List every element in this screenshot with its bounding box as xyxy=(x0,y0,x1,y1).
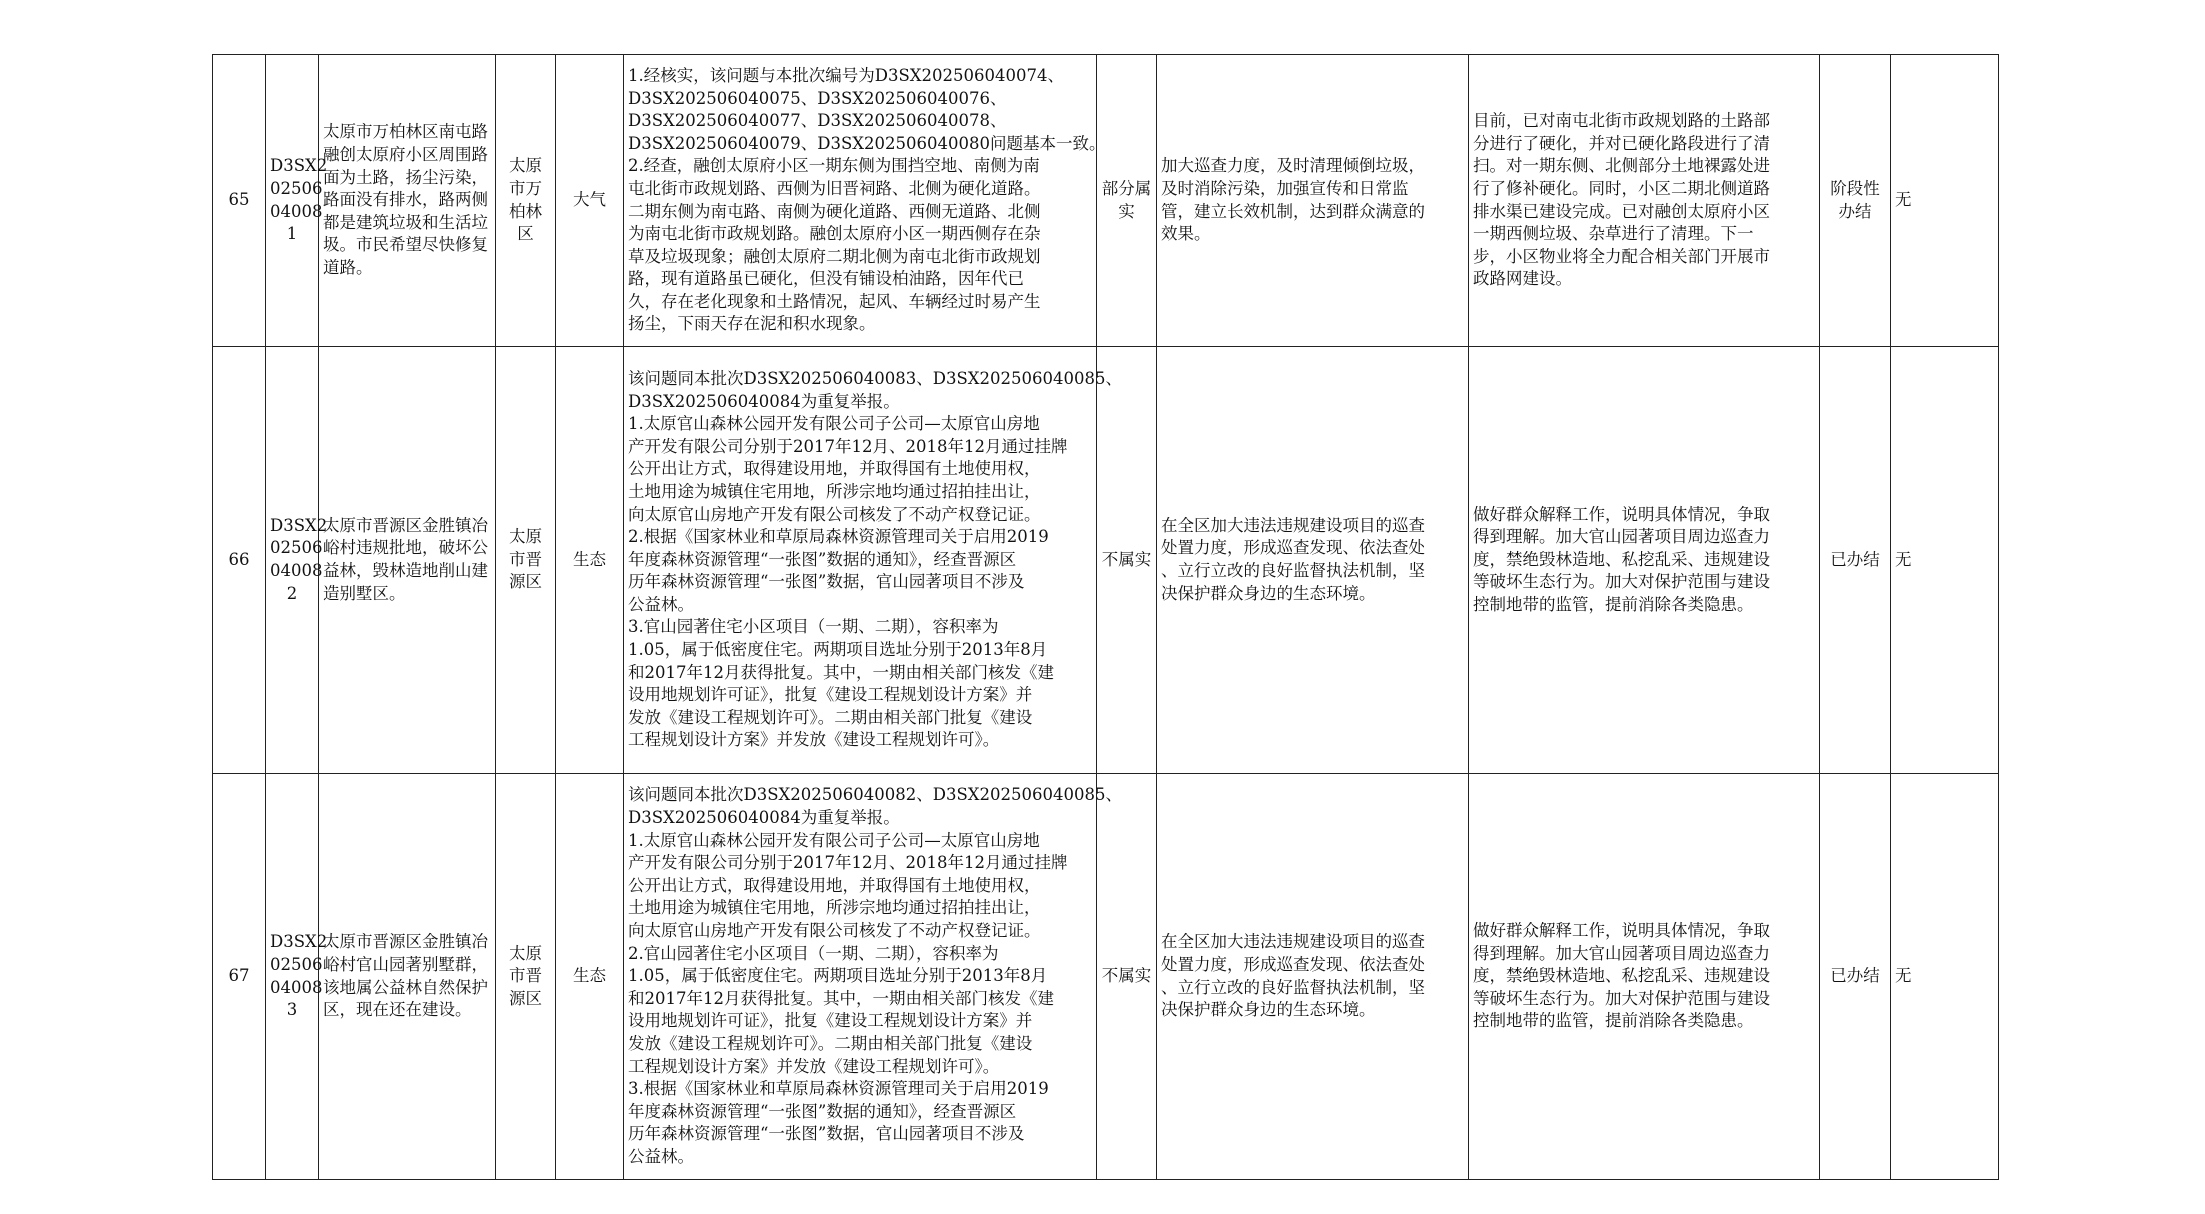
investigation-findings xyxy=(624,347,1123,774)
findings-line: D3SX202506040084为重复举报。 xyxy=(628,391,900,411)
verdict-line: 不属实 xyxy=(1101,966,1152,986)
handling-result xyxy=(1469,774,1820,1180)
result-line: 得到理解。加大官山园著项目周边巡查力 xyxy=(1473,527,1770,547)
case-code xyxy=(266,774,328,1180)
findings-line: 发放《建设工程规划许可》。二期由相关部门批复《建设 xyxy=(628,1033,1033,1053)
handling-result xyxy=(1469,55,1820,347)
district-line: 区 xyxy=(517,224,534,244)
complaint-table xyxy=(212,54,1999,1180)
measures-line: 管，建立长效机制，达到群众满意的 xyxy=(1161,201,1425,221)
findings-line: 1.经核实，该问题与本批次编号为D3SX202506040074、 xyxy=(628,65,1064,85)
findings-line: 土地用途为城镇住宅用地，所涉宗地均通过招拍挂出让， xyxy=(628,898,1041,918)
case-code-line: 04008 xyxy=(270,561,323,580)
district xyxy=(496,774,556,1180)
findings-line: 3.官山园著住宅小区项目（一期、二期），容积率为 xyxy=(628,617,999,637)
case-code-line: D3SX2 xyxy=(270,156,328,176)
case-code-line: 2 xyxy=(286,583,298,603)
district-line: 市万 xyxy=(509,178,542,198)
case-code xyxy=(266,55,328,347)
district-line: 市晋 xyxy=(509,966,542,986)
findings-line: 公开出让方式，取得建设用地，并取得国有土地使用权， xyxy=(628,875,1041,895)
case-code-line: 1 xyxy=(286,224,298,244)
table-row xyxy=(213,774,1999,1180)
findings-line: D3SX202506040075、D3SX202506040076、 xyxy=(628,88,1007,108)
rectification-measures xyxy=(1157,774,1469,1180)
result-line: 做好群众解释工作，说明具体情况，争取 xyxy=(1473,504,1770,524)
complaint-content: 太原市晋源区金胜镇冶峪村违规批地，破坏公益林，毁林造地削山建造别墅区。 xyxy=(319,347,496,774)
result-line: 做好群众解释工作，说明具体情况，争取 xyxy=(1473,921,1770,941)
result-line: 等破坏生态行为。加大对保护范围与建设 xyxy=(1473,988,1770,1008)
findings-line: 工程规划设计方案》并发放《建设工程规划许可》。 xyxy=(628,730,1000,750)
case-code-line: 04008 xyxy=(270,201,323,221)
result-line: 排水渠已建设完成。已对融创太原府小区 xyxy=(1473,201,1770,221)
investigation-findings xyxy=(624,55,1106,347)
pollution-category: 大气 xyxy=(556,55,624,347)
result-line: 步，小区物业将全力配合相关部门开展市 xyxy=(1473,246,1770,266)
measures-line: 、立行立改的良好监督执法机制，坚 xyxy=(1161,977,1425,997)
measures-line: 在全区加大违法违规建设项目的巡查 xyxy=(1161,932,1425,952)
pollution-category: 生态 xyxy=(556,774,624,1180)
findings-line: 路，现有道路虽已硬化，但没有铺设柏油路，因年代已 xyxy=(628,269,1024,289)
findings-line: 年度森林资源管理“一张图”数据的通知》，经查晋源区 xyxy=(628,549,1017,569)
case-code-line: 02506 xyxy=(270,954,323,974)
findings-line: 1.05，属于低密度住宅。两期项目选址分别于2013年8月 xyxy=(628,640,1048,660)
verification-verdict xyxy=(1097,55,1157,347)
case-code-line: D3SX2 xyxy=(270,932,328,952)
findings-line: 3.根据《国家林业和草原局森林资源管理司关于启用2019 xyxy=(628,1079,1049,1099)
case-code-line: 3 xyxy=(286,1000,298,1020)
findings-line: 1.太原官山森林公园开发有限公司子公司—太原官山房地 xyxy=(628,830,1040,850)
status-line: 已办结 xyxy=(1830,549,1880,569)
row-number: 66 xyxy=(213,347,266,774)
rectification-measures xyxy=(1157,347,1469,774)
findings-line: 公益林。 xyxy=(628,594,694,614)
verification-verdict xyxy=(1097,347,1157,774)
result-line: 政路网建设。 xyxy=(1473,269,1572,289)
complaint-content: 太原市万柏林区南屯路融创太原府小区周围路面为土路，扬尘污染，路面没有排水，路两侧都是建筑垃圾和生活垃圾。市民希望尽快修复道路。 xyxy=(319,55,496,347)
findings-line: 2.根据《国家林业和草原局森林资源管理司关于启用2019 xyxy=(628,527,1049,547)
investigation-findings xyxy=(624,774,1123,1180)
case-code-line: 02506 xyxy=(270,178,323,198)
findings-line: 工程规划设计方案》并发放《建设工程规划许可》。 xyxy=(628,1056,1000,1076)
findings-line: 2.官山园著住宅小区项目（一期、二期），容积率为 xyxy=(628,943,999,963)
findings-line: D3SX202506040079、D3SX202506040080问题基本一致。 xyxy=(628,133,1106,153)
findings-line: 草及垃圾现象；融创太原府二期北侧为南屯北街市政规划 xyxy=(628,246,1041,266)
findings-line: 屯北街市政规划路、西侧为旧晋祠路、北侧为硬化道路。 xyxy=(628,178,1041,198)
findings-line: 和2017年12月获得批复。其中，一期由相关部门核发《建 xyxy=(628,662,1054,682)
accountability: 无 xyxy=(1891,774,1999,1180)
findings-line: 历年森林资源管理“一张图”数据，官山园著项目不涉及 xyxy=(628,572,1025,592)
findings-line: 向太原官山房地产开发有限公司核发了不动产权登记证。 xyxy=(628,921,1041,941)
district-line: 太原 xyxy=(509,527,542,547)
status-line: 已办结 xyxy=(1830,966,1880,986)
completion-status xyxy=(1820,55,1891,347)
measures-line: 在全区加大违法违规建设项目的巡查 xyxy=(1161,515,1425,535)
case-code xyxy=(266,347,328,774)
district-line: 柏林 xyxy=(509,201,542,221)
findings-line: 公益林。 xyxy=(628,1146,694,1166)
findings-line: 为南屯北街市政规划路。融创太原府小区一期西侧存在杂 xyxy=(628,224,1041,244)
result-line: 一期西侧垃圾、杂草进行了清理。下一 xyxy=(1473,224,1754,244)
findings-line: 产开发有限公司分别于2017年12月、2018年12月通过挂牌 xyxy=(628,436,1068,456)
result-line: 控制地带的监管，提前消除各类隐患。 xyxy=(1473,594,1754,614)
complaint-content: 太原市晋源区金胜镇冶峪村官山园著别墅群，该地属公益林自然保护区，现在还在建设。 xyxy=(319,774,496,1180)
findings-line: 发放《建设工程规划许可》。二期由相关部门批复《建设 xyxy=(628,707,1033,727)
case-code-line: 04008 xyxy=(270,977,323,997)
table-row xyxy=(213,55,1999,347)
district-line: 市晋 xyxy=(509,549,542,569)
accountability: 无 xyxy=(1891,347,1999,774)
row-number: 65 xyxy=(213,55,266,347)
findings-line: 久，存在老化现象和土路情况，起风、车辆经过时易产生 xyxy=(628,291,1041,311)
findings-line: D3SX202506040077、D3SX202506040078、 xyxy=(628,111,1007,131)
result-line: 控制地带的监管，提前消除各类隐患。 xyxy=(1473,1011,1754,1031)
findings-line: 1.太原官山森林公园开发有限公司子公司—太原官山房地 xyxy=(628,414,1040,434)
findings-line: 设用地规划许可证》，批复《建设工程规划设计方案》并 xyxy=(628,1011,1033,1031)
measures-line: 决保护群众身边的生态环境。 xyxy=(1161,583,1376,603)
measures-line: 、立行立改的良好监督执法机制，坚 xyxy=(1161,561,1425,580)
measures-line: 加大巡查力度，及时清理倾倒垃圾， xyxy=(1161,156,1425,176)
status-line: 阶段性 xyxy=(1830,178,1880,198)
findings-line: 二期东侧为南屯路、南侧为硬化道路、西侧无道路、北侧 xyxy=(628,201,1041,221)
table-body xyxy=(213,55,1999,1180)
rectification-measures xyxy=(1157,55,1469,347)
measures-line: 效果。 xyxy=(1161,224,1211,244)
result-line: 分进行了硬化，并对已硬化路段进行了清 xyxy=(1473,133,1770,153)
district xyxy=(496,347,556,774)
district-line: 太原 xyxy=(509,156,542,176)
findings-line: 土地用途为城镇住宅用地，所涉宗地均通过招拍挂出让， xyxy=(628,481,1041,501)
district-line: 太原 xyxy=(509,943,542,963)
district-line: 源区 xyxy=(509,572,542,592)
status-line: 办结 xyxy=(1838,201,1872,221)
findings-line: 该问题同本批次D3SX202506040083、D3SX202506040085、 xyxy=(628,368,1123,388)
verdict-line: 不属实 xyxy=(1101,549,1152,569)
findings-line: 2.经查，融创太原府小区一期东侧为围挡空地、南侧为南 xyxy=(628,156,1040,176)
accountability: 无 xyxy=(1891,55,1999,347)
result-line: 度，禁绝毁林造地、私挖乱采、违规建设 xyxy=(1473,966,1770,986)
findings-line: 该问题同本批次D3SX202506040082、D3SX202506040085、 xyxy=(628,785,1123,805)
completion-status xyxy=(1820,347,1891,774)
result-line: 得到理解。加大官山园著项目周边巡查力 xyxy=(1473,943,1770,963)
measures-line: 处置力度，形成巡查发现、依法查处 xyxy=(1161,954,1425,974)
result-line: 行了修补硬化。同时，小区二期北侧道路 xyxy=(1473,178,1770,198)
verdict-line: 实 xyxy=(1118,201,1135,221)
measures-line: 及时消除污染，加强宣传和日常监 xyxy=(1161,178,1409,198)
handling-result xyxy=(1469,347,1820,774)
district-line: 源区 xyxy=(509,988,542,1008)
result-line: 目前，已对南屯北街市政规划路的土路部 xyxy=(1473,111,1770,131)
findings-line: 和2017年12月获得批复。其中，一期由相关部门核发《建 xyxy=(628,988,1054,1008)
findings-line: 年度森林资源管理“一张图”数据的通知》，经查晋源区 xyxy=(628,1101,1017,1121)
completion-status xyxy=(1820,774,1891,1180)
result-line: 扫。对一期东侧、北侧部分土地裸露处进 xyxy=(1473,156,1770,176)
result-line: 等破坏生态行为。加大对保护范围与建设 xyxy=(1473,572,1770,592)
findings-line: 向太原官山房地产开发有限公司核发了不动产权登记证。 xyxy=(628,504,1041,524)
case-code-line: 02506 xyxy=(270,538,323,558)
findings-line: 公开出让方式，取得建设用地，并取得国有土地使用权， xyxy=(628,459,1041,479)
measures-line: 决保护群众身边的生态环境。 xyxy=(1161,1000,1376,1020)
findings-line: 历年森林资源管理“一张图”数据，官山园著项目不涉及 xyxy=(628,1124,1025,1144)
table-row xyxy=(213,347,1999,774)
findings-line: 设用地规划许可证》，批复《建设工程规划设计方案》并 xyxy=(628,685,1033,705)
findings-line: D3SX202506040084为重复举报。 xyxy=(628,808,900,828)
district xyxy=(496,55,556,347)
case-code-line: D3SX2 xyxy=(270,515,328,535)
pollution-category: 生态 xyxy=(556,347,624,774)
findings-line: 产开发有限公司分别于2017年12月、2018年12月通过挂牌 xyxy=(628,853,1068,873)
result-line: 度，禁绝毁林造地、私挖乱采、违规建设 xyxy=(1473,549,1770,569)
findings-line: 扬尘，下雨天存在泥和积水现象。 xyxy=(628,314,876,334)
row-number: 67 xyxy=(213,774,266,1180)
verification-verdict xyxy=(1097,774,1157,1180)
verdict-line: 部分属 xyxy=(1101,178,1152,198)
findings-line: 1.05，属于低密度住宅。两期项目选址分别于2013年8月 xyxy=(628,966,1048,986)
measures-line: 处置力度，形成巡查发现、依法查处 xyxy=(1161,538,1425,558)
